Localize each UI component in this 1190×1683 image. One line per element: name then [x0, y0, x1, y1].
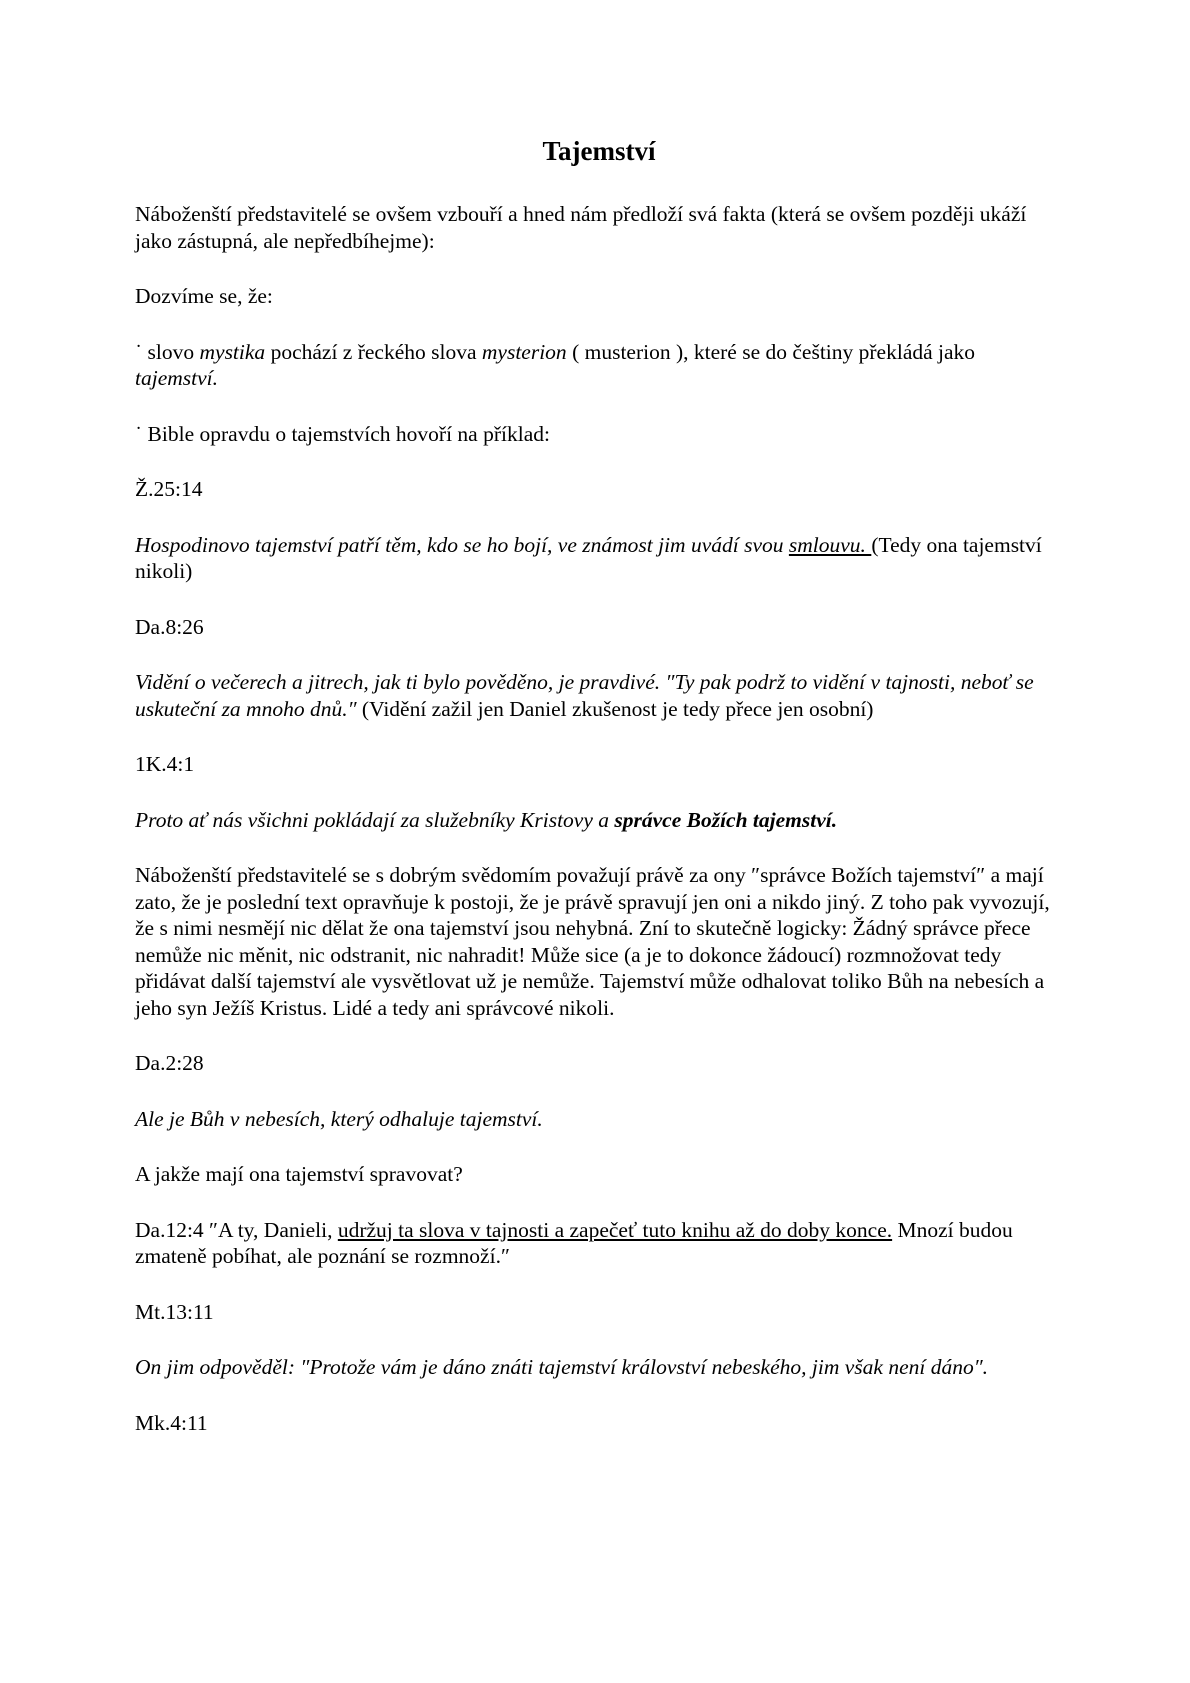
text-run: ˙ slovo [135, 339, 200, 364]
paragraph-text [135, 283, 1063, 310]
text-run: pochází z řeckého slova [265, 339, 482, 364]
paragraph-verse-ref [135, 751, 1063, 778]
paragraph-verse-quote [135, 669, 1063, 722]
text-run: Vidění o večerech a jitrech, jak ti bylo pověděno, je pravdivé. ″Ty pak podrž to vidění v tajnosti, neboť se uskuteční za mnoho dnů.″ [135, 670, 1034, 721]
text-run: mysterion [481, 339, 567, 364]
paragraph-verse-quote [135, 532, 1063, 585]
text-run: Dozvíme se, že: [135, 284, 273, 308]
text-run: Náboženští představitelé se s dobrým svědomím považují právě za ony ″správce Božích tajemství″ a mají zato, že je poslední text opravňuje k postoji, že je právě spravují jen oni a nikdo jiný. Z toho pak vyvozují, že s nimi nesmějí nic dělat že ona tajemství jsou nehybná. Zní to skutečně logicky: Žádný správce přece nemůže nic měnit, nic odstranit, nic nahradit! Může sice (a je to dokonce žádoucí) rozmnožovat tedy přidávat další tajemství ale vysvětlovat už je nemůže. Tajemství může odhalovat toliko Bůh na nebesích a jeho syn Ježíš Kristus. Lidé a tedy ani správcové nikoli. [135, 863, 1050, 1020]
text-run: tajemství. [135, 366, 218, 390]
text-run: Da.8:26 [135, 614, 204, 639]
text-run: smlouvu. [788, 532, 872, 557]
paragraph-verse-quote [135, 1217, 1063, 1270]
paragraph-verse-quote [135, 807, 1063, 834]
paragraph-text [135, 1161, 1063, 1188]
paragraph-verse-quote [135, 1106, 1063, 1133]
text-run: Mk.4:11 [135, 1410, 208, 1435]
text-run: Mnozí budou zmateně pobíhat, ale poznání se rozmnoží.″ [135, 1217, 1013, 1268]
document-title: Tajemství [542, 136, 656, 166]
text-run: správce Božích tajemství. [614, 807, 838, 832]
paragraph-verse-ref [135, 476, 1063, 503]
paragraph-verse-quote [135, 1354, 1063, 1381]
text-run: udržuj ta slova v tajnosti a zapečeť tuto knihu až do doby konce. [337, 1217, 893, 1242]
text-run: (Vidění zažil jen Daniel zkušenost je tedy přece jen osobní) [361, 696, 874, 721]
text-run: Ale je Bůh v nebesích, který odhaluje tajemství. [135, 1106, 543, 1131]
text-run: Mt.13:11 [135, 1299, 214, 1324]
text-run: Da.2:28 [135, 1051, 204, 1075]
text-run: 1K.4:1 [135, 752, 195, 776]
paragraph-verse-ref [135, 1050, 1063, 1077]
document-body [135, 201, 1063, 1436]
text-run: ˙ Bible opravdu o tajemstvích hovoří na příklad: [135, 421, 550, 446]
text-run: (Tedy ona tajemství nikoli) [135, 532, 1042, 583]
text-run: ( musterion ), které se do češtiny překládá jako [566, 339, 976, 364]
text-run: On jim odpověděl: ″Protože vám je dáno znáti tajemství království nebeského, jim však není dáno″. [135, 1355, 989, 1379]
text-run: Hospodinovo tajemství patří těm, kdo se ho bojí, ve známost jim uvádí svou [135, 532, 789, 557]
paragraph-verse-ref [135, 1410, 1063, 1437]
paragraph-text [135, 862, 1063, 1021]
text-run: A jakže mají ona tajemství spravovat? [135, 1162, 463, 1186]
paragraph-bullet [135, 421, 1063, 448]
paragraph-bullet [135, 339, 1063, 392]
paragraph-verse-ref [135, 614, 1063, 641]
text-run: Ž.25:14 [135, 477, 203, 501]
text-run: Náboženští představitelé se ovšem vzbouří a hned nám předloží svá fakta (která se ovšem později ukáží jako zástupná, ale nepředbíhejme): [135, 202, 1027, 253]
text-run: Da.12:4 ″A ty, Danieli, [135, 1217, 338, 1242]
text-run: mystika [199, 339, 266, 364]
paragraph-text [135, 201, 1063, 254]
text-run: Proto ať nás všichni pokládají za služebníky Kristovy a [135, 807, 615, 832]
paragraph-verse-ref [135, 1299, 1063, 1326]
